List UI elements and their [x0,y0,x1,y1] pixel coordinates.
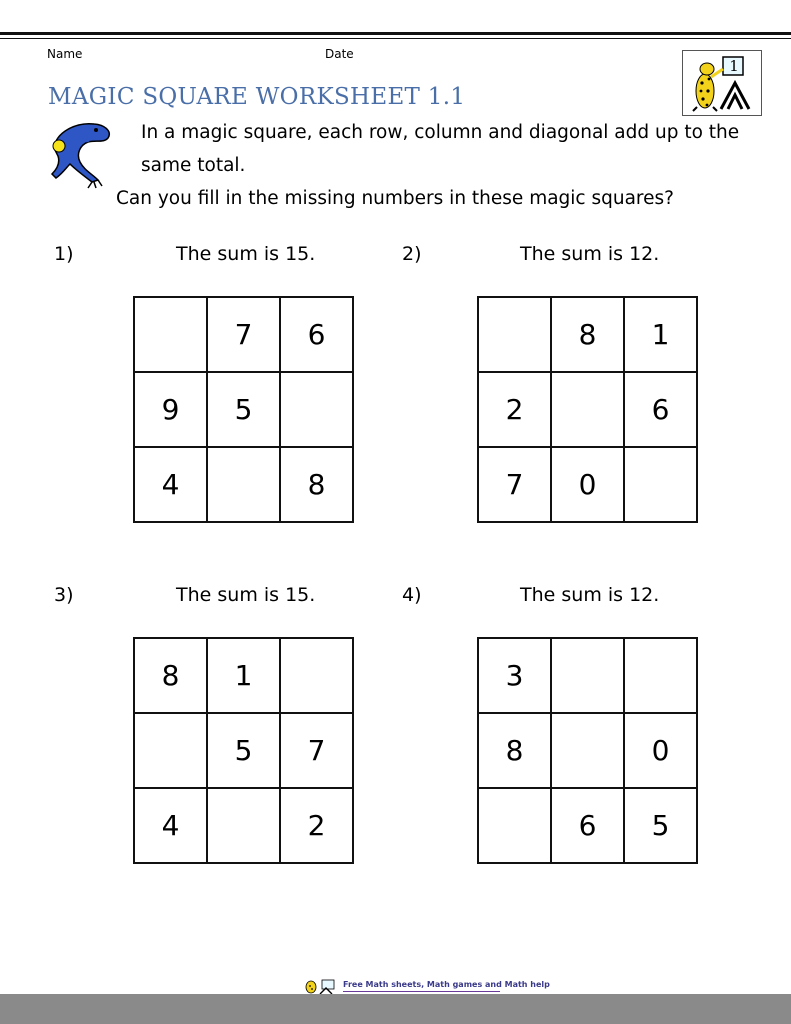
problem-1-number: 1) [54,243,74,265]
logo-badge-number: 1 [729,57,739,75]
grid-row [478,372,697,447]
grid-cell[interactable]: 0 [551,447,624,522]
grid-cell[interactable]: 6 [280,297,353,372]
header-rule-thick [0,32,791,35]
grid-cell[interactable]: 4 [134,788,207,863]
grid-cell[interactable]: 3 [478,638,551,713]
grid-cell[interactable]: 8 [478,713,551,788]
problem-3-magic-square [133,637,354,864]
site-logo [682,50,762,116]
problem-4-magic-square [477,637,698,864]
problem-2-magic-square [477,296,698,523]
intro-question: Can you fill in the missing numbers in these magic squares? [116,188,674,209]
grid-cell[interactable] [134,713,207,788]
grid-row [134,297,353,372]
grid-row [134,638,353,713]
footer-logo-icon [304,978,338,994]
intro-line-1: In a magic square, each row, column and diagonal add up to the [141,122,740,143]
grid-cell[interactable]: 6 [624,372,697,447]
grid-cell[interactable] [551,372,624,447]
grid-cell[interactable]: 7 [478,447,551,522]
problem-3-number: 3) [54,584,74,606]
footer-bar [0,994,791,1024]
grid-cell[interactable]: 1 [207,638,280,713]
date-label: Date [325,47,354,61]
grid-cell[interactable] [478,788,551,863]
grid-row [478,447,697,522]
grid-cell[interactable] [624,638,697,713]
problem-4-sum: The sum is 12. [520,584,660,606]
grid-cell[interactable]: 1 [624,297,697,372]
grid-cell[interactable]: 2 [478,372,551,447]
grid-cell[interactable] [551,713,624,788]
grid-row [134,447,353,522]
grid-cell[interactable]: 4 [134,447,207,522]
page-title: MAGIC SQUARE WORKSHEET 1.1 [48,84,466,110]
problem-3-sum: The sum is 15. [176,584,316,606]
grid-cell[interactable]: 5 [207,713,280,788]
grid-cell[interactable]: 6 [551,788,624,863]
grid-cell[interactable] [551,638,624,713]
grid-cell[interactable]: 8 [280,447,353,522]
grid-cell[interactable] [207,447,280,522]
footer-link[interactable]: Free Math sheets, Math games and Math help [343,980,550,989]
grid-row [134,372,353,447]
problem-2-sum: The sum is 12. [520,243,660,265]
name-label: Name [47,47,83,61]
grid-row [478,788,697,863]
salamander-icon [48,118,114,190]
grid-cell[interactable]: 2 [280,788,353,863]
grid-cell[interactable] [207,788,280,863]
grid-cell[interactable]: 7 [280,713,353,788]
footer-underline [343,991,500,992]
grid-cell[interactable] [624,447,697,522]
grid-cell[interactable]: 8 [134,638,207,713]
grid-row [134,788,353,863]
grid-cell[interactable]: 7 [207,297,280,372]
header-rule-thin [0,38,791,39]
grid-row [478,297,697,372]
problem-1-magic-square [133,296,354,523]
intro-line-2: same total. [141,155,246,176]
grid-cell[interactable] [478,297,551,372]
grid-cell[interactable]: 0 [624,713,697,788]
grid-row [478,713,697,788]
grid-cell[interactable]: 8 [551,297,624,372]
problem-4-number: 4) [402,584,422,606]
problem-1-sum: The sum is 15. [176,243,316,265]
grid-cell[interactable]: 5 [624,788,697,863]
problem-2-number: 2) [402,243,422,265]
grid-cell[interactable] [134,297,207,372]
leopard-logo-icon [683,51,761,115]
grid-row [478,638,697,713]
grid-cell[interactable] [280,638,353,713]
grid-cell[interactable] [280,372,353,447]
grid-row [134,713,353,788]
grid-cell[interactable]: 5 [207,372,280,447]
grid-cell[interactable]: 9 [134,372,207,447]
